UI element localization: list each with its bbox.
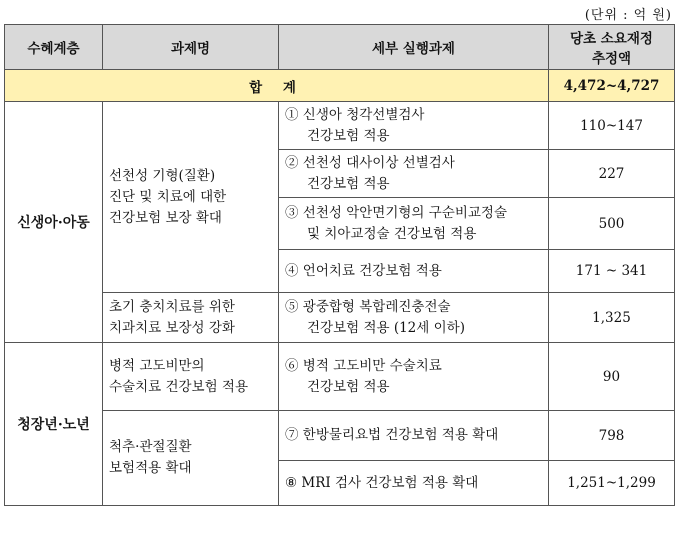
total-label: 합 계 xyxy=(5,70,549,102)
detail-line: 건강보험 적용 (12세 이하) xyxy=(307,319,465,336)
table-row xyxy=(5,102,675,150)
header-amount-line1: 당초 소요재정 xyxy=(570,31,653,47)
header-task: 과제명 xyxy=(103,25,279,70)
detail-cell xyxy=(279,198,549,250)
amount-cell: 1,325 xyxy=(549,293,675,343)
amount-cell: 227 xyxy=(549,150,675,198)
group-cell: 청장년·노년 xyxy=(5,343,103,506)
detail-cell xyxy=(279,411,549,461)
detail-line: ① 신생아 청각선별검사 xyxy=(285,106,425,123)
task-cell xyxy=(103,293,279,343)
task-line: 수술치료 건강보험 적용 xyxy=(109,378,248,395)
task-line: 건강보험 보장 확대 xyxy=(109,209,222,226)
header-group: 수혜계층 xyxy=(5,25,103,70)
detail-cell xyxy=(279,102,549,150)
detail-cell xyxy=(279,461,549,506)
header-row xyxy=(5,25,675,70)
task-cell xyxy=(103,343,279,411)
amount-cell: 171 ~ 341 xyxy=(549,250,675,293)
total-amount: 4,472~4,727 xyxy=(549,70,675,102)
amount-cell: 500 xyxy=(549,198,675,250)
total-row xyxy=(5,70,675,102)
task-line: 병적 고도비만의 xyxy=(109,357,205,374)
detail-cell xyxy=(279,250,549,293)
task-line: 치과치료 보장성 강화 xyxy=(109,319,235,336)
task-line: 초기 충치치료를 위한 xyxy=(109,298,235,315)
group-cell: 신생아·아동 xyxy=(5,102,103,343)
detail-line: ⑤ 광중합형 복합레진충전술 xyxy=(285,298,451,315)
amount-cell: 1,251~1,299 xyxy=(549,461,675,506)
detail-line: 건강보험 적용 xyxy=(307,175,390,192)
table-row xyxy=(5,411,675,461)
detail-cell xyxy=(279,293,549,343)
detail-cell xyxy=(279,343,549,411)
detail-line: ⑦ 한방물리요법 건강보험 적용 확대 xyxy=(285,427,499,443)
header-amount-line2: 추정액 xyxy=(591,51,632,67)
amount-cell: 798 xyxy=(549,411,675,461)
task-cell xyxy=(103,411,279,506)
detail-line: ③ 선천성 악안면기형의 구순비교정술 xyxy=(285,204,507,221)
amount-cell: 90 xyxy=(549,343,675,411)
header-amount xyxy=(549,25,675,70)
task-line: 척추·관절질환 xyxy=(109,439,192,455)
task-line: 선천성 기형(질환) xyxy=(109,167,216,184)
task-line: 보험적용 확대 xyxy=(109,460,192,476)
task-cell xyxy=(103,102,279,293)
budget-table xyxy=(4,24,675,506)
table-row xyxy=(5,293,675,343)
table-row xyxy=(5,343,675,411)
detail-line: ④ 언어치료 건강보험 적용 xyxy=(285,262,442,279)
detail-line: ⑧ MRI 검사 건강보험 적용 확대 xyxy=(285,474,479,491)
detail-line: ⑥ 병적 고도비만 수술치료 xyxy=(285,357,442,374)
detail-line: 건강보험 적용 xyxy=(307,127,390,144)
unit-note: (단위 : 억 원) xyxy=(584,8,672,23)
detail-line: 건강보험 적용 xyxy=(307,378,390,395)
header-detail: 세부 실행과제 xyxy=(279,25,549,70)
detail-line: 및 치아교정술 건강보험 적용 xyxy=(307,225,477,242)
amount-cell: 110~147 xyxy=(549,102,675,150)
detail-line: ② 선천성 대사이상 선별검사 xyxy=(285,154,455,171)
task-line: 진단 및 치료에 대한 xyxy=(109,188,227,205)
detail-cell xyxy=(279,150,549,198)
